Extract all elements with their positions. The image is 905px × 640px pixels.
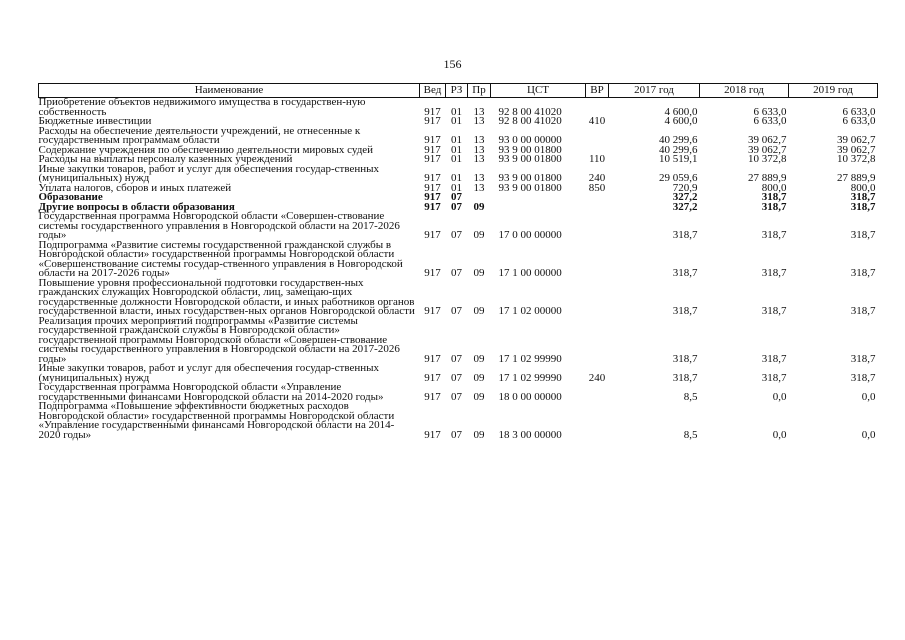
cell-cst xyxy=(491,193,586,203)
cell-pr: 09 xyxy=(473,305,485,317)
cell-ved: 917 xyxy=(424,371,441,384)
table-row xyxy=(39,402,878,440)
cell-pr: 13 xyxy=(473,115,485,127)
cell-2018: 318,7 xyxy=(761,267,787,279)
cell-2018: 318,7 xyxy=(761,191,787,203)
cell-rz: 07 xyxy=(451,200,462,213)
cell-2017: 29 059,6 xyxy=(659,172,698,184)
cell-2018: 800,0 xyxy=(761,181,787,194)
cell-2018: 318,7 xyxy=(761,352,787,365)
budget-table xyxy=(38,83,878,440)
cell-vr xyxy=(586,241,609,279)
cell-name: Иные закупки товаров, работ и услуг для обеспечения государ-ственных (муниципальных) нужд xyxy=(38,362,380,384)
cell-rz: 01 xyxy=(451,172,462,184)
cell-rz: 07 xyxy=(451,191,462,203)
cell-2019: 10 372,8 xyxy=(837,153,876,165)
cell-name: Иные закупки товаров, работ и услуг для обеспечения государ-ственных (муниципальных) нужд xyxy=(38,162,380,184)
cell-name: Содержание учреждения по обеспечению деятельности мировых судей xyxy=(38,143,374,156)
cell-2019: 318,7 xyxy=(850,352,876,365)
cell-2018: 0,0 xyxy=(772,390,787,403)
page-number: 156 xyxy=(443,57,462,71)
cell-2018: 6 633,0 xyxy=(753,105,787,118)
table-row xyxy=(39,241,878,279)
cell-name: Приобретение объектов недвижимого имущества в государствен-ную собственность xyxy=(38,96,366,118)
cell-2018: 318,7 xyxy=(761,305,787,317)
cell-2019: 39 062,7 xyxy=(837,143,876,156)
cell-2017: 8,5 xyxy=(683,428,698,441)
cell-cst: 17 1 00 00000 xyxy=(498,267,562,279)
cell-2017: 40 299,6 xyxy=(659,143,698,156)
cell-ved: 917 xyxy=(424,428,441,441)
cell-rz: 07 xyxy=(451,352,462,365)
cell-ved: 917 xyxy=(424,105,441,118)
cell-name: Уплата налогов, сборов и иных платежей xyxy=(38,181,232,194)
cell-2017: 4 600,0 xyxy=(664,105,698,118)
cell-vr xyxy=(586,383,609,402)
cell-pr: 13 xyxy=(473,172,485,184)
table-row xyxy=(39,317,878,365)
cell-vr xyxy=(586,279,609,317)
cell-pr: 09 xyxy=(473,428,485,441)
cell-name: Расходы на обеспечение деятельности учреждений, не отнесенные к государственным программам области xyxy=(38,124,361,146)
cell-2019: 39 062,7 xyxy=(837,134,876,146)
cell-vr xyxy=(586,127,609,146)
cell-name: Государственная программа Новгородской области «Совершен-ствование системы государственного управления в Новгородской области на 2017-2026 годы» xyxy=(38,210,400,241)
cell-2017: 318,7 xyxy=(672,371,698,384)
cell-2017: 318,7 xyxy=(672,305,698,317)
cell-ved: 917 xyxy=(424,305,441,317)
cell-2017: 4 600,0 xyxy=(664,115,698,127)
cell-vr: 410 xyxy=(588,115,606,127)
cell-vr xyxy=(586,317,609,365)
cell-cst: 93 9 00 01800 xyxy=(498,153,562,165)
cell-cst: 17 1 02 00000 xyxy=(498,305,562,317)
cell-ved: 917 xyxy=(424,229,441,241)
cell-cst: 93 9 00 01800 xyxy=(498,172,562,184)
cell-2018: 0,0 xyxy=(772,428,787,441)
cell-cst: 17 0 00 00000 xyxy=(498,229,562,241)
cell-2019: 27 889,9 xyxy=(837,172,876,184)
table-row xyxy=(39,279,878,317)
cell-rz: 01 xyxy=(451,143,462,156)
cell-ved: 917 xyxy=(424,143,441,156)
cell-rz: 01 xyxy=(451,153,462,165)
cell-pr: 09 xyxy=(473,200,485,213)
cell-cst: 92 8 00 41020 xyxy=(498,115,562,127)
cell-2018: 39 062,7 xyxy=(748,143,787,156)
cell-2017: 318,7 xyxy=(672,267,698,279)
cell-2017: 318,7 xyxy=(672,229,698,241)
cell-pr: 09 xyxy=(473,229,485,241)
cell-2019: 6 633,0 xyxy=(842,115,876,127)
cell-cst: 17 1 02 99990 xyxy=(498,371,562,384)
header-vr: ВР xyxy=(586,84,609,98)
cell-pr: 13 xyxy=(473,143,485,156)
cell-cst: 93 9 00 01800 xyxy=(498,143,562,156)
cell-2018: 10 372,8 xyxy=(748,153,787,165)
cell-rz: 01 xyxy=(451,115,462,127)
cell-rz: 07 xyxy=(451,428,462,441)
cell-cst: 93 0 00 00000 xyxy=(498,134,562,146)
header-rz: РЗ xyxy=(446,84,468,98)
cell-pr: 09 xyxy=(473,352,485,365)
cell-2019: 318,7 xyxy=(850,371,876,384)
cell-2019: 800,0 xyxy=(850,181,876,194)
cell-rz: 01 xyxy=(451,105,462,118)
cell-2019: 0,0 xyxy=(861,390,876,403)
cell-vr: 850 xyxy=(588,181,606,194)
cell-pr: 13 xyxy=(473,105,485,118)
table-row xyxy=(39,212,878,241)
cell-name: Другие вопросы в области образования xyxy=(38,200,235,213)
cell-rz: 01 xyxy=(451,134,462,146)
cell-2017: 720,9 xyxy=(672,181,698,194)
cell-name: Подпрограмма «Развитие системы государственной гражданской службы в Новгородской области» государственной программы Новгородской области «Совершенствование системы государ-ственного управления в Новгородской области на 2017-2026 годы» xyxy=(38,238,403,279)
cell-2017: 327,2 xyxy=(672,191,698,203)
cell-2018: 39 062,7 xyxy=(748,134,787,146)
cell-pr: 13 xyxy=(473,153,485,165)
cell-vr: 240 xyxy=(588,371,606,384)
cell-name: Государственная программа Новгородской области «Управление государственными финансами Новгородской области на 2014-2020 годы» xyxy=(38,381,384,403)
cell-2019: 0,0 xyxy=(861,428,876,441)
cell-pr: 13 xyxy=(473,181,485,194)
header-name: Наименование xyxy=(39,84,420,98)
header-2018: 2018 год xyxy=(700,84,789,98)
table-body xyxy=(39,98,878,441)
cell-vr xyxy=(586,212,609,241)
cell-rz: 07 xyxy=(451,267,462,279)
cell-name: Расходы на выплаты персоналу казенных учреждений xyxy=(38,153,293,165)
cell-rz: 07 xyxy=(451,371,462,384)
cell-2018: 27 889,9 xyxy=(748,172,787,184)
cell-name: Повышение уровня профессиональной подготовки государствен-ных гражданских служащих Новгородской области, лиц, замещаю-щих государственные должности Новгородской области, и иных работников органов государственной власти, иных государствен-ных органов Новгородской области xyxy=(38,276,415,317)
cell-2019: 318,7 xyxy=(850,191,876,203)
header-ved: Вед xyxy=(420,84,446,98)
cell-vr xyxy=(586,402,609,440)
cell-pr: 09 xyxy=(473,267,485,279)
cell-ved: 917 xyxy=(424,390,441,403)
cell-rz: 07 xyxy=(451,390,462,403)
cell-2017: 8,5 xyxy=(683,390,698,403)
cell-2019: 6 633,0 xyxy=(842,105,876,118)
cell-ved: 917 xyxy=(424,352,441,365)
cell-2017: 10 519,1 xyxy=(659,153,698,165)
cell-ved: 917 xyxy=(424,267,441,279)
cell-ved: 917 xyxy=(424,115,441,127)
cell-ved: 917 xyxy=(424,134,441,146)
cell-cst: 18 0 00 00000 xyxy=(498,390,562,403)
header-2019: 2019 год xyxy=(789,84,878,98)
cell-vr xyxy=(586,203,609,213)
cell-name: Бюджетные инвестиции xyxy=(38,115,152,127)
cell-ved: 917 xyxy=(424,200,441,213)
header-pr: Пр xyxy=(468,84,491,98)
cell-2017: 318,7 xyxy=(672,352,698,365)
header-2017: 2017 год xyxy=(609,84,700,98)
cell-cst: 18 3 00 00000 xyxy=(498,428,562,441)
cell-name: Образование xyxy=(38,191,103,203)
cell-2018: 318,7 xyxy=(761,229,787,241)
cell-ved: 917 xyxy=(424,191,441,203)
cell-2018: 318,7 xyxy=(761,371,787,384)
cell-pr: 09 xyxy=(473,371,485,384)
cell-2019: 318,7 xyxy=(850,305,876,317)
cell-2018: 6 633,0 xyxy=(753,115,787,127)
table-row xyxy=(39,127,878,146)
cell-2017: 40 299,6 xyxy=(659,134,698,146)
cell-ved: 917 xyxy=(424,172,441,184)
cell-rz: 01 xyxy=(451,181,462,194)
cell-2019: 318,7 xyxy=(850,229,876,241)
cell-2018: 318,7 xyxy=(761,200,787,213)
cell-name: Подпрограмма «Повышение эффективности бюджетных расходов Новгородской области» государственной программы Новгородской области «Управление государственными финансами Новгородской области на 2014-2020 годы» xyxy=(38,400,395,441)
cell-cst: 93 9 00 01800 xyxy=(498,181,562,194)
cell-vr xyxy=(586,193,609,203)
cell-2017: 327,2 xyxy=(672,200,698,213)
cell-name: Реализация прочих мероприятий подпрограммы «Развитие системы государственной гражданской службы в Новгородской области» государственной программы Новгородской области «Совершен-ствование системы государственного управления в Новгородской области на 2017-2026 годы» xyxy=(38,314,400,365)
cell-vr: 110 xyxy=(588,153,606,165)
cell-2019: 318,7 xyxy=(850,267,876,279)
table-row xyxy=(39,165,878,184)
cell-cst xyxy=(491,203,586,213)
cell-rz: 07 xyxy=(451,305,462,317)
cell-cst: 17 1 02 99990 xyxy=(498,352,562,365)
header-cst: ЦСТ xyxy=(491,84,586,98)
cell-ved: 917 xyxy=(424,153,441,165)
cell-vr: 240 xyxy=(588,172,606,184)
cell-cst: 92 8 00 41020 xyxy=(498,105,562,118)
cell-pr: 09 xyxy=(473,390,485,403)
cell-pr: 13 xyxy=(473,134,485,146)
cell-rz: 07 xyxy=(451,229,462,241)
cell-ved: 917 xyxy=(424,181,441,194)
cell-2019: 318,7 xyxy=(850,200,876,213)
